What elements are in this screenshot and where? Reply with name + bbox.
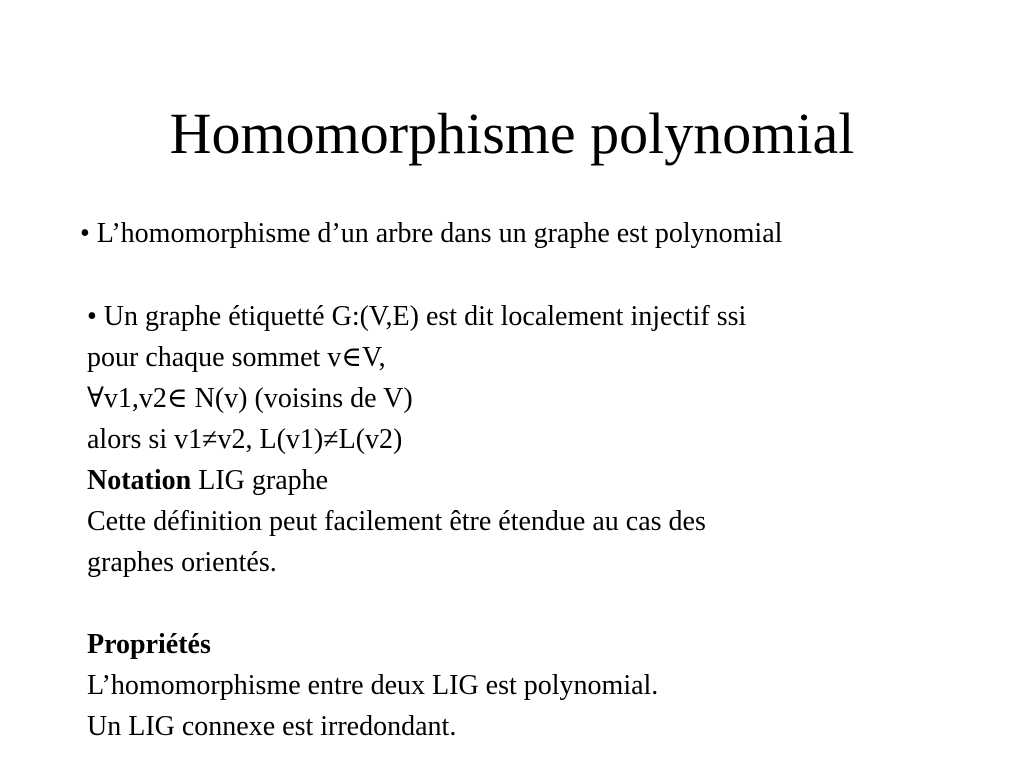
notation-line [87, 460, 746, 501]
property-line: Un LIG connexe est irredondant. [87, 711, 457, 742]
notation-text: LIG graphe [191, 465, 329, 496]
definition-line: Cette définition peut facilement être étendue au cas des [87, 506, 706, 537]
definition-line: graphes orientés. [87, 547, 277, 578]
property-line: L’homomorphisme entre deux LIG est polynomial. [87, 670, 659, 701]
notation-label: Notation [87, 465, 192, 496]
definition-block [87, 296, 746, 747]
definition-line: pour chaque sommet v∈V, [87, 342, 386, 373]
slide-title: Homomorphisme polynomial [169, 101, 855, 166]
definition-line: ∀v1,v2∈ N(v) (voisins de V) [87, 383, 413, 414]
properties-heading: Propriétés [87, 629, 211, 660]
definition-line: • Un graphe étiquetté G:(V,E) est dit localement injectif ssi [87, 301, 747, 332]
spacer [87, 583, 746, 624]
bullet-tree-homomorphism: • L’homomorphisme d’un arbre dans un graphe est polynomial [80, 218, 783, 249]
definition-line: alors si v1≠v2, L(v1)≠L(v2) [87, 424, 403, 455]
